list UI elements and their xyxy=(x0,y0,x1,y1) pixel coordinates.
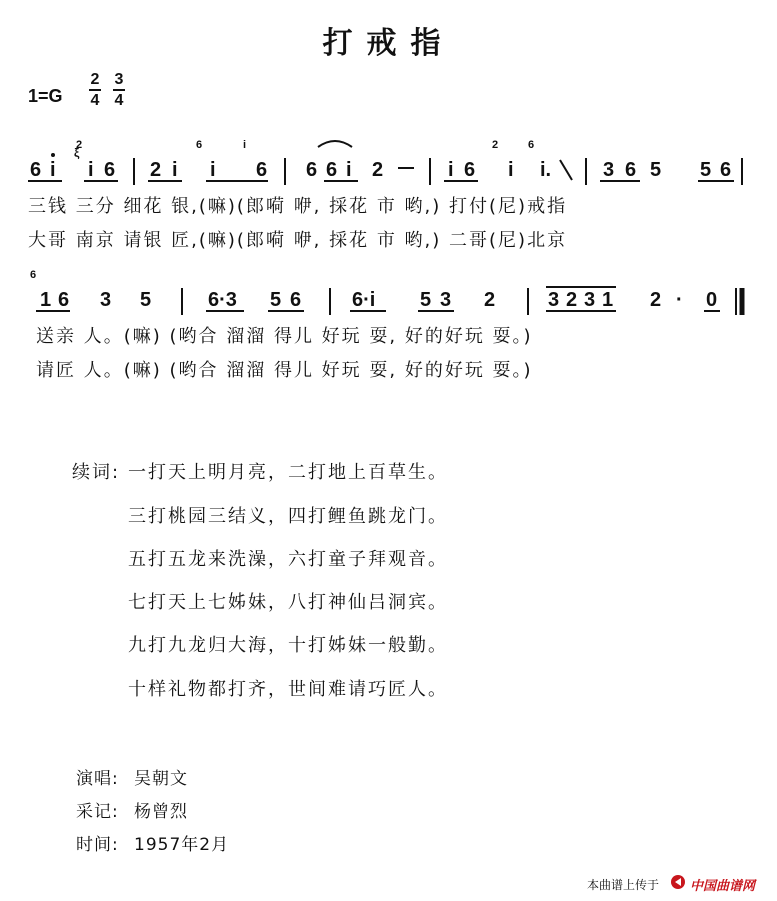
svg-text:5: 5 xyxy=(420,289,432,311)
recorder-label: 采记: xyxy=(76,802,119,822)
svg-text:2: 2 xyxy=(372,159,384,181)
svg-text:2: 2 xyxy=(150,159,162,181)
svg-text:i: i xyxy=(243,139,247,151)
svg-text:6·3: 6·3 xyxy=(208,289,237,311)
meter-bottom: 4 xyxy=(114,92,124,109)
svg-text:3: 3 xyxy=(440,289,452,311)
svg-text:·: · xyxy=(676,289,683,311)
meter-bottom: 4 xyxy=(90,92,100,109)
svg-text:6: 6 xyxy=(256,159,268,181)
svg-text:2: 2 xyxy=(492,139,499,151)
date-value: 1957年2月 xyxy=(134,835,230,855)
singer-label: 演唱: xyxy=(76,769,119,789)
verse-line: 一打天上明月亮，二打地上百草生。 xyxy=(128,462,448,483)
svg-text:6: 6 xyxy=(196,139,203,151)
svg-text:2: 2 xyxy=(484,289,496,311)
lyric-row-1-verse-2: 大哥 南京 请银 匠,(嘛)(郎嗬 咿, 採花 市 哟,) 二哥(尼)北京 xyxy=(28,230,568,251)
svg-text:6: 6 xyxy=(30,159,42,181)
svg-text:1: 1 xyxy=(602,289,614,311)
svg-text:6: 6 xyxy=(290,289,302,311)
notation-row-1 xyxy=(28,139,742,185)
notation-row-2 xyxy=(30,269,742,315)
svg-text:i.: i. xyxy=(540,159,552,181)
svg-text:6·i: 6·i xyxy=(352,289,376,311)
svg-text:0: 0 xyxy=(706,289,718,311)
svg-text:5: 5 xyxy=(270,289,282,311)
svg-text:6: 6 xyxy=(464,159,476,181)
svg-text:6: 6 xyxy=(720,159,732,181)
svg-text:i: i xyxy=(88,159,94,181)
svg-text:6: 6 xyxy=(30,269,37,281)
upload-note: 本曲谱上传于 xyxy=(587,878,660,892)
svg-text:ξ: ξ xyxy=(74,146,80,160)
svg-text:5: 5 xyxy=(140,289,152,311)
verses-label: 续词: xyxy=(72,462,121,483)
svg-text:i: i xyxy=(448,159,454,181)
svg-text:3: 3 xyxy=(100,289,112,311)
site-logo-icon xyxy=(670,874,688,894)
verse-line: 三打桃园三结义，四打鲤鱼跳龙门。 xyxy=(128,506,448,527)
date-label: 时间: xyxy=(76,835,119,855)
svg-text:3: 3 xyxy=(548,289,560,311)
site-brand: 中国曲谱网 xyxy=(690,879,756,894)
recorder-name: 杨曾烈 xyxy=(134,802,188,822)
verse-line: 七打天上七姊妹，八打神仙吕洞宾。 xyxy=(128,592,448,613)
svg-text:3: 3 xyxy=(584,289,596,311)
svg-text:5: 5 xyxy=(700,159,712,181)
verse-line: 十样礼物都打齐，世间难请巧匠人。 xyxy=(128,679,448,700)
svg-text:1: 1 xyxy=(40,289,52,311)
svg-text:6: 6 xyxy=(625,159,637,181)
meter-top: 2 xyxy=(90,71,100,88)
verse-line: 九打九龙归大海，十打姊妹一般勤。 xyxy=(128,635,448,656)
singer-name: 吴朝文 xyxy=(134,769,188,789)
meter-top: 3 xyxy=(114,71,124,88)
verse-line: 五打五龙来洗澡，六打童子拜观音。 xyxy=(128,549,448,570)
svg-text:6: 6 xyxy=(104,159,116,181)
svg-text:2: 2 xyxy=(76,139,83,151)
svg-text:i: i xyxy=(50,159,56,181)
lyric-row-2-verse-1: 送亲 人。(嘛) (哟合 溜溜 得儿 好玩 耍, 好的好玩 耍。) xyxy=(36,326,533,347)
svg-text:i: i xyxy=(172,159,178,181)
svg-text:i: i xyxy=(508,159,514,181)
svg-text:2: 2 xyxy=(566,289,578,311)
lyric-row-1-verse-1: 三钱 三分 细花 银,(嘛)(郎嗬 咿, 採花 市 哟,) 打付(尼)戒指 xyxy=(28,196,568,217)
svg-text:2: 2 xyxy=(650,289,662,311)
svg-text:5: 5 xyxy=(650,159,662,181)
svg-text:i: i xyxy=(210,159,216,181)
svg-text:i: i xyxy=(346,159,352,181)
key-signature: 1=G xyxy=(28,86,63,106)
svg-text:6: 6 xyxy=(326,159,338,181)
lyric-row-2-verse-2: 请匠 人。(嘛) (哟合 溜溜 得儿 好玩 耍, 好的好玩 耍。) xyxy=(36,360,533,381)
svg-text:6: 6 xyxy=(306,159,318,181)
svg-text:3: 3 xyxy=(603,159,615,181)
song-title: 打戒指 xyxy=(322,26,455,61)
svg-text:6: 6 xyxy=(528,139,535,151)
svg-text:6: 6 xyxy=(58,289,70,311)
